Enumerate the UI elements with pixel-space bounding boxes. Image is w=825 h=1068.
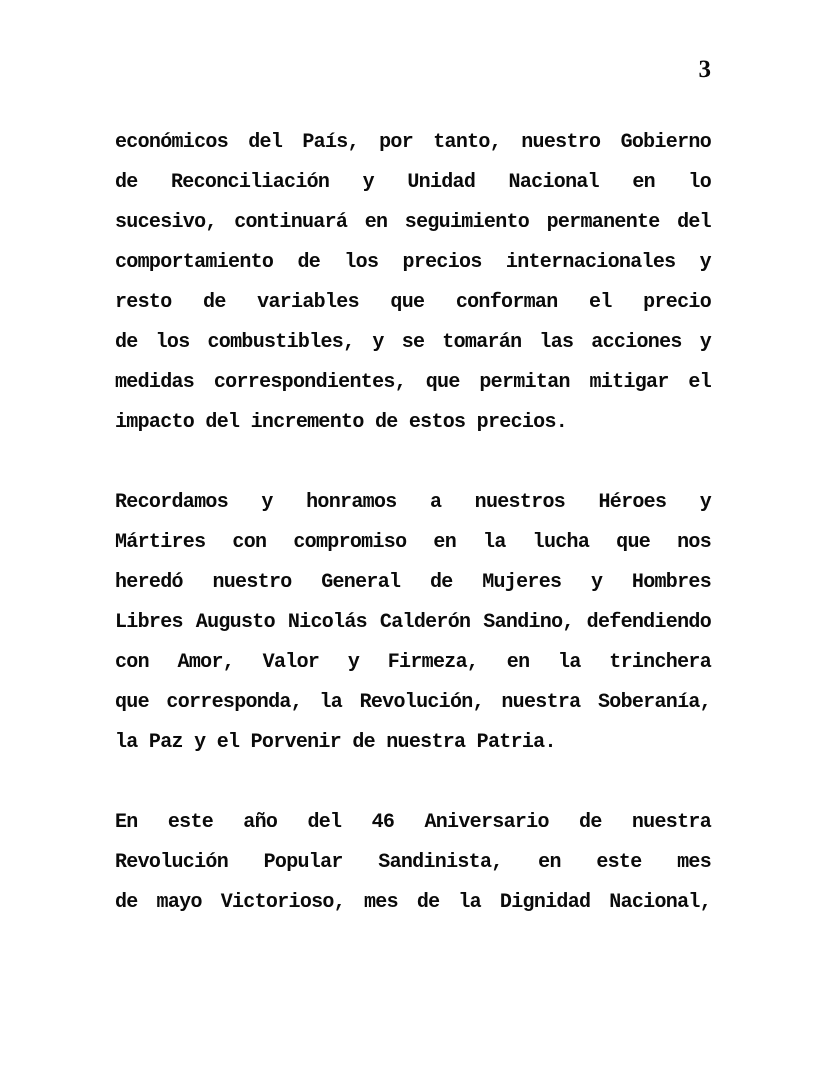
text-line: de Reconciliación y Unidad Nacional en lo	[115, 171, 711, 194]
document-body	[115, 123, 711, 963]
text-line: resto de variables que conforman el precio	[115, 291, 711, 314]
text-line: que corresponda, la Revolución, nuestra Soberanía,	[115, 691, 711, 714]
paragraph-2	[115, 483, 711, 763]
text-line: la Paz y el Porvenir de nuestra Patria.	[115, 731, 556, 754]
text-line: comportamiento de los precios internacionales y	[115, 251, 711, 274]
text-line: Recordamos y honramos a nuestros Héroes y	[115, 491, 711, 514]
paragraph-1	[115, 123, 711, 443]
text-line: Libres Augusto Nicolás Calderón Sandino, defendiendo	[115, 611, 711, 634]
text-line: de los combustibles, y se tomarán las acciones y	[115, 331, 711, 354]
text-line: Mártires con compromiso en la lucha que nos	[115, 531, 711, 554]
text-line: impacto del incremento de estos precios.	[115, 411, 568, 434]
text-line: medidas correspondientes, que permitan mitigar el	[115, 371, 711, 394]
text-line: Revolución Popular Sandinista, en este mes	[115, 851, 711, 874]
page-number: 3	[698, 56, 711, 83]
text-line: sucesivo, continuará en seguimiento permanente del	[115, 211, 711, 234]
text-line: heredó nuestro General de Mujeres y Hombres	[115, 571, 711, 594]
text-line: de mayo Victorioso, mes de la Dignidad Nacional,	[115, 891, 711, 914]
text-line: con Amor, Valor y Firmeza, en la trinchera	[115, 651, 711, 674]
text-line: En este año del 46 Aniversario de nuestra	[115, 811, 711, 834]
paragraph-3	[115, 803, 711, 923]
text-line: económicos del País, por tanto, nuestro Gobierno	[115, 131, 711, 154]
